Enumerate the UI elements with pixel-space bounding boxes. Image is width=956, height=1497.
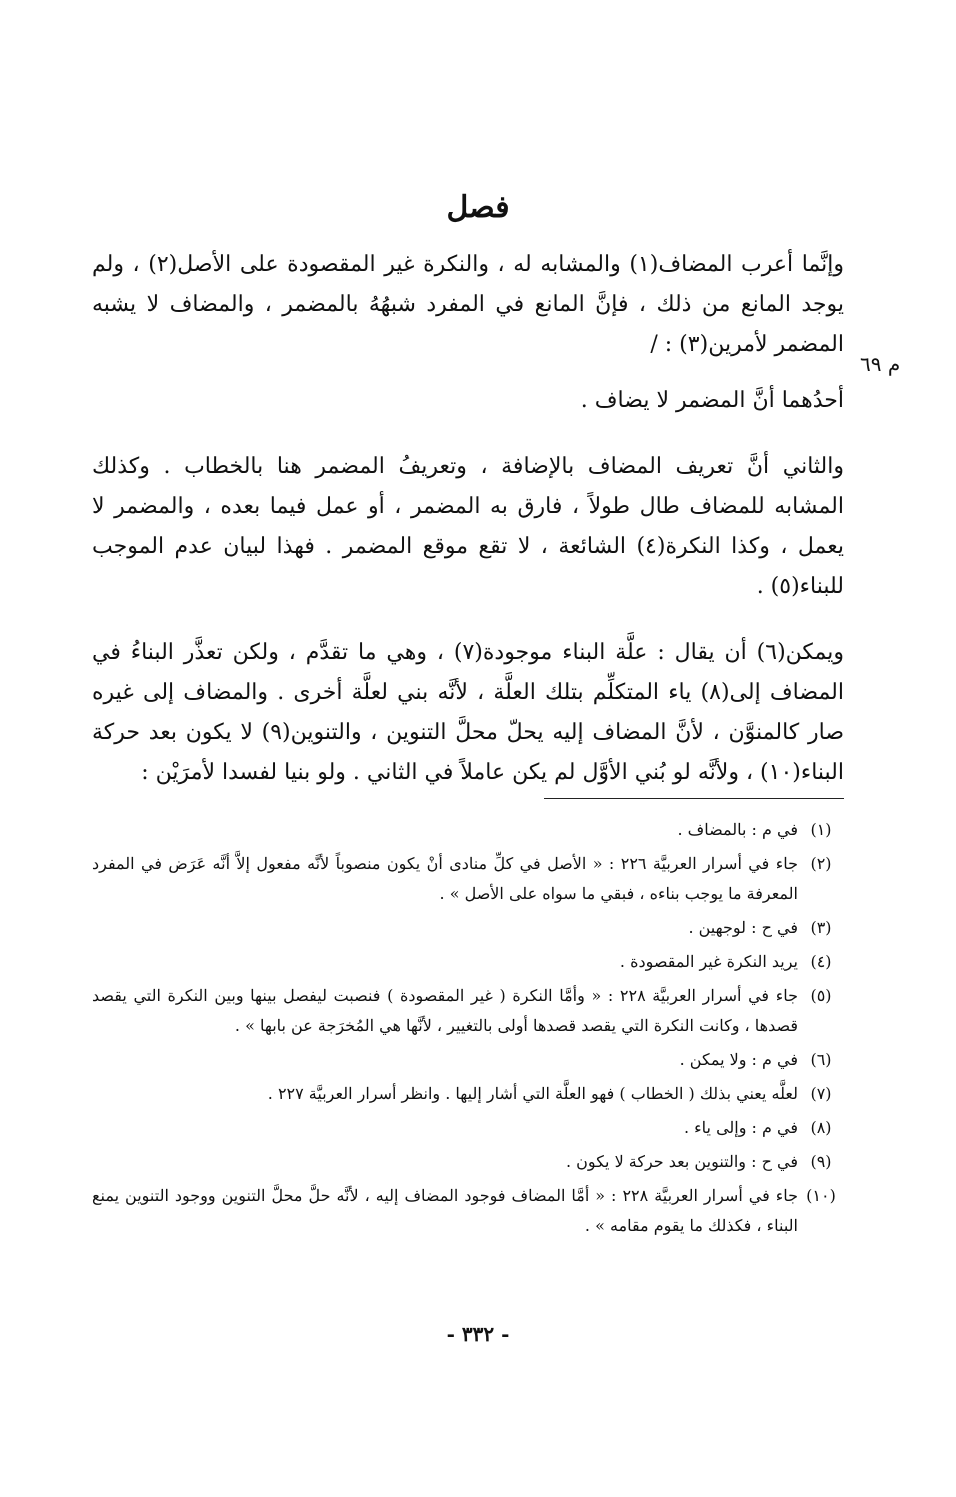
footnote-item [92,1113,844,1143]
footnote-item [92,913,844,943]
footnote-number: (٧) [810,1084,832,1103]
footnote-number: (٤) [810,952,832,971]
footnote-item [92,1045,844,1075]
margin-folio-note: م ٦٩ [860,352,901,376]
footnote-text: لعلَّه يعني بذلك ( الخطاب ) فهو العلَّة التي أشار إليها . وانظر أسرار العربيَّة ٢٢٧ . [267,1084,798,1103]
footnote-item [92,1147,844,1177]
footnote-number: (١٠) [806,1186,836,1205]
footnote-text: يريد النكرة غير المقصودة . [619,952,798,971]
footnote-number: (٥) [810,986,832,1005]
paragraph-1: وإنَّما أعرب المضاف(١) والمشابه له ، والنكرة غير المقصودة على الأصل(٢) ، ولم يوجد المانع من ذلك ، فإنَّ المانع في المفرد شبهُهُ بالمضمر ، والمضاف لا يشبه المضمر لأمرين(٣) : / [92,252,845,357]
footnote-item [92,1079,844,1109]
footnote-text: في ح : لوجهين . [688,918,798,937]
footnote-number: (١) [810,820,832,839]
footnote-text: جاء في أسرار العربيَّة ٢٢٨ : « وأمَّا النكرة ( غير المقصودة ) فنصبت ليفصل بينها وبين النكرة التي يقصد قصدها ، وكانت النكرة التي يقصد قصدها أولى بالتغيير ، لأنَّها هي المُخرَجة عن بابها » . [92,986,798,1035]
section-heading: فصل [446,190,510,225]
footnote-number: (٢) [810,854,832,873]
footnote-item [92,815,844,845]
main-text [92,245,844,809]
paragraph-4: ويمكن(٦) أن يقال : علَّة البناء موجودة(٧) ، وهي ما تقدَّم ، ولكن تعذَّر البناءُ في المضاف إلى(٨) ياء المتكلِّم بتلك العلَّة ، لأنَّه بني لعلَّة أخرى . والمضاف إلى غيره صار كالمنوَّن ، لأنَّ المضاف إليه يحلّ محلَّ التنوين ، والتنوين(٩) لا يكون بعد حركة البناء(١٠) ، ولأنَّه لو بُني الأوَّل لم يكن عاملاً في الثاني . ولو بنيا لفسدا لأمرَيْن : [92,640,845,785]
footnote-item [92,981,844,1041]
footnote-item [92,947,844,977]
footnote-number: (٣) [810,918,832,937]
footnote-text: في ح : والتنوين بعد حركة لا يكون . [566,1152,798,1171]
footnote-text: جاء في أسرار العربيَّة ٢٢٨ : « أمَّا المضاف فوجود المضاف إليه ، لأنَّه حلَّ محلَّ التنوين ووجود التنوين يمنع البناء ، فكذلك ما يقوم مقامه » . [92,1186,799,1235]
footnote-text: في م : وإلى ياء . [683,1118,798,1137]
footnote-number: (٩) [810,1152,832,1171]
paragraph-3: والثاني أنَّ تعريف المضاف بالإضافة ، وتعريفُ المضمر هنا بالخطاب . وكذلك المشابه للمضاف طال طولاً ، فارق به المضمر ، أو عمل فيما بعده ، والمضمر لا يعمل ، وكذا النكرة(٤) الشائعة ، لا تقع موقع المضمر . فهذا لبيان عدم الموجب للبناء(٥) . [92,454,845,599]
footnote-text: جاء في أسرار العربيَّة ٢٢٦ : « الأصل في كلِّ منادى أنْ يكون منصوباً لأنَّه مفعول إلاَّ أنَّه عَرَض في المفرد المعرفة ما يوجب بناءه ، فبقي ما سواه على الأصل » . [92,854,798,903]
footnote-separator [544,798,844,799]
footnote-number: (٨) [810,1118,832,1137]
footnote-item [92,1181,844,1241]
footnote-number: (٦) [810,1050,832,1069]
footnotes-list [92,815,844,1245]
page-number: - ٣٣٢ - [446,1322,510,1346]
footnote-item [92,849,844,909]
footnote-text: في م : ولا يمكن . [679,1050,798,1069]
paragraph-2: أحدُهما أنَّ المضمر لا يضاف . [580,388,844,413]
footnote-text: في م : بالمضاف . [677,820,798,839]
